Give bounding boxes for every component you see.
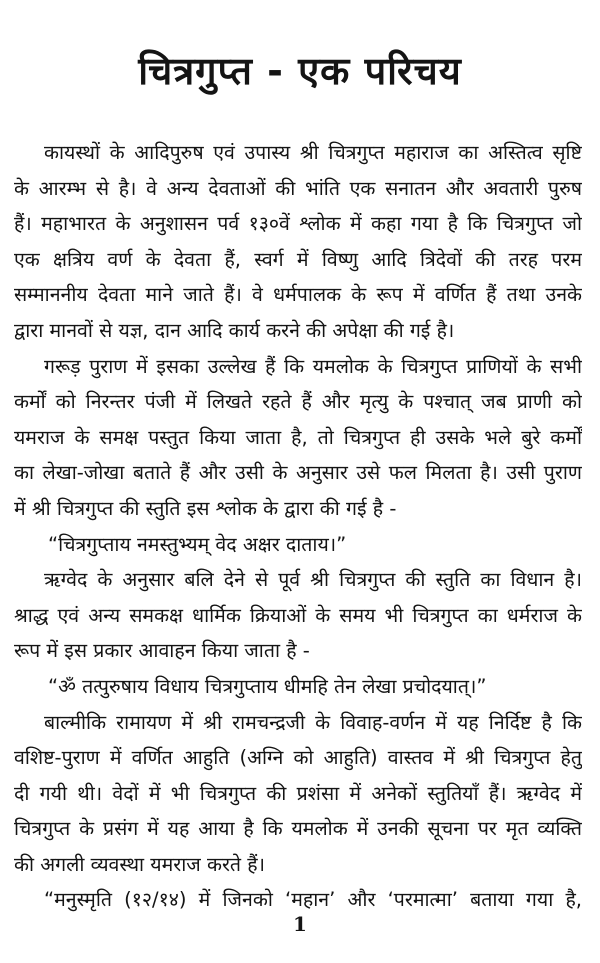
- page-number: 1: [293, 912, 307, 936]
- text-line: एक क्षत्रिय वर्ण के देवता हैं, स्वर्ग में विष्णु आदि त्रिदेवों की तरह परम: [14, 247, 582, 271]
- text-line: कायस्थों के आदिपुरुष एवं उपास्य श्री चित्रगुप्त महाराज का अस्तित्व सृष्टि: [44, 141, 582, 164]
- text-line: गरूड़ पुराण में इसका उल्लेख हैं कि यमलोक के चित्रगुप्त प्राणियों के सभी: [44, 354, 582, 378]
- quote-line: “ॐ तत्पुरुषाय विधाय चित्रगुप्ताय धीमहि तेन लेखा प्रचोदयात्।”: [48, 674, 487, 698]
- text-line: श्राद्ध एवं अन्य समकक्ष धार्मिक क्रियाओं के समय भी चित्रगुप्त का धर्मराज के: [14, 603, 582, 627]
- text-line: कर्मों को निरन्तर पंजी में लिखते रहते हैं और मृत्यु के पश्चात् जब प्राणी को: [14, 390, 582, 414]
- text-line: दी गयी थी। वेदों में भी चित्रगुप्त की प्रशंसा में अनेकों स्तुतियाँ हैं। ऋग्वेद में: [14, 781, 582, 805]
- text-line: में श्री चित्रगुप्त की स्तुति इस श्लोक के द्वारा की गई है -: [14, 496, 397, 520]
- text-line: का लेखा-जोखा बताते हैं और उसी के अनुसार उसे फल मिलता है। उसी पुराण: [14, 461, 582, 485]
- text-line: की अगली व्यवस्था यमराज करते हैं।: [14, 852, 265, 876]
- text-line: द्वारा मानवों से यज्ञ, दान आदि कार्य करने की अपेक्षा की गई है।: [14, 318, 455, 342]
- text-line: यमराज के समक्ष पस्तुत किया जाता है, तो चित्रगुप्त ही उसके भले बुरे कर्मों: [14, 425, 582, 449]
- text-line: ऋग्वेद के अनुसार बलि देने से पूर्व श्री चित्रगुप्त की स्तुति का विधान है।: [44, 568, 582, 592]
- body-text: [14, 135, 582, 918]
- text-line: चित्रगुप्त के प्रसंग में यह आया है कि यमलोक में उनकी सूचना पर मृत व्यक्ति: [14, 817, 582, 841]
- text-line: वशिष्ट-पुराण में वर्णित आहुति (अग्नि को आहुति) वास्तव में श्री चित्रगुप्त हेतु: [14, 746, 582, 770]
- text-line: बाल्मीकि रामायण में श्री रामचन्द्रजी के विवाह-वर्णन में यह निर्दिष्ट है कि: [44, 710, 582, 734]
- page-title: चित्रगुप्त - एक परिचय: [138, 49, 462, 93]
- text-line: सम्माननीय देवता माने जाते हैं। वे धर्मपालक के रूप में वर्णित हैं तथा उनके: [14, 283, 582, 307]
- text-line: रूप में इस प्रकार आवाहन किया जाता है -: [14, 639, 310, 663]
- text-line: “मनुस्मृति (१२/१४) में जिनको ‘महान’ और ‘परमात्मा’ बताया गया है,: [44, 888, 582, 912]
- text-line: के आरम्भ से है। वे अन्य देवताओं की भांति एक सनातन और अवतारी पुरुष: [14, 176, 582, 200]
- quote-line: “चित्रगुप्ताय नमस्तुभ्यम् वेद अक्षर दाताय।”: [48, 532, 347, 556]
- text-line: हैं। महाभारत के अनुशासन पर्व १३०वें श्लोक में कहा गया है कि चित्रगुप्त जो: [14, 212, 582, 236]
